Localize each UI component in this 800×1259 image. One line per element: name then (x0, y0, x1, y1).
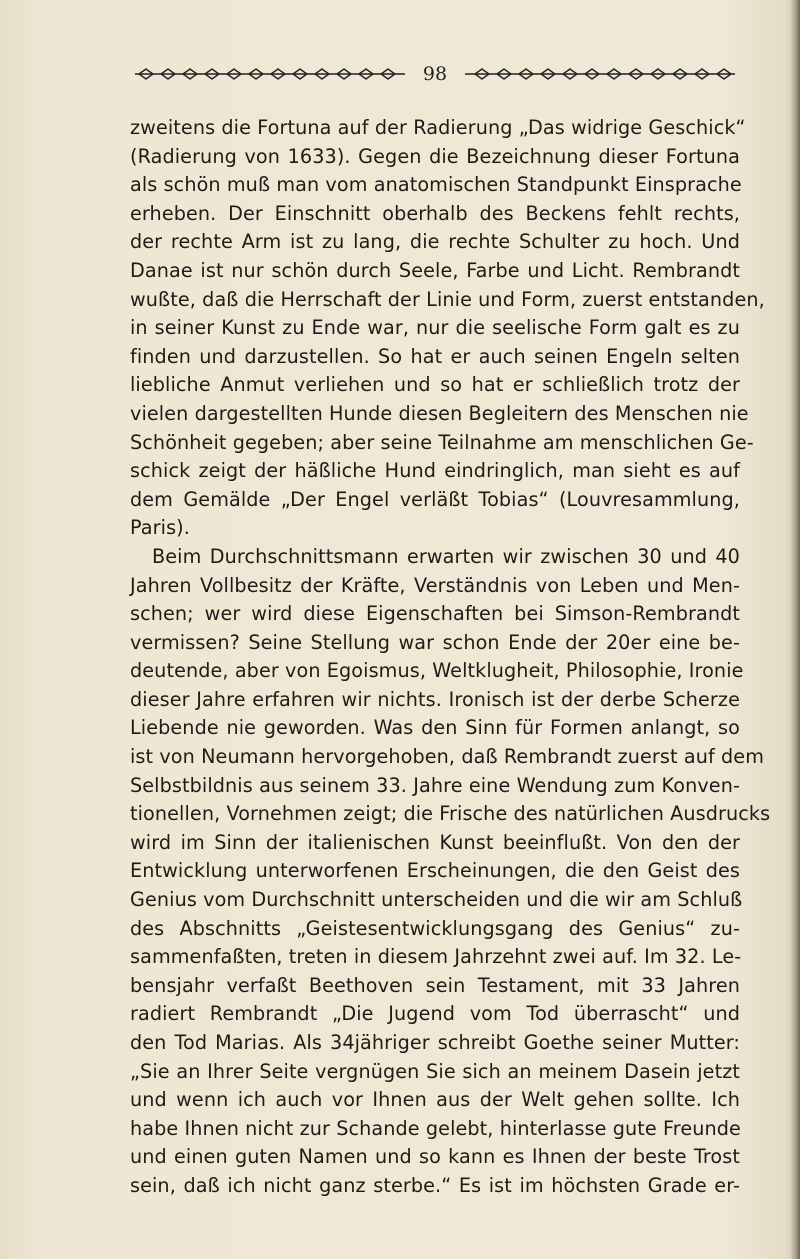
left-diamond-chain-icon (135, 67, 405, 81)
text-line: schick zeigt der häßliche Hund eindringlich, man sieht es auf (130, 459, 740, 483)
text-line: Jahren Vollbesitz der Kräfte, Verständnis von Leben und Men- (130, 573, 740, 597)
text-line: dieser Jahre erfahren wir nichts. Ironisch ist der derbe Scherze (130, 687, 740, 711)
text-line: Selbstbildnis aus seinem 33. Jahre eine Wendung zum Konven- (130, 773, 740, 797)
body-text (130, 114, 771, 1201)
text-line: Genius vom Durchschnitt unterscheiden und die wir am Schluß (130, 888, 743, 912)
text-line: Danae ist nur schön durch Seele, Farbe und Licht. Rembrandt (130, 258, 740, 282)
text-line: (Radierung von 1633). Gegen die Bezeichnung dieser Fortuna (130, 144, 740, 168)
text-line: dem Gemälde „Der Engel verläßt Tobias“ (Louvresammlung, (130, 487, 740, 511)
text-line: radiert Rembrandt „Die Jugend vom Tod überrascht“ und (130, 1002, 740, 1026)
text-line: erheben. Der Einschnitt oberhalb des Beckens fehlt rechts, (130, 201, 740, 225)
text-line: den Tod Marias. Als 34jähriger schreibt Goethe seiner Mutter: (130, 1031, 740, 1054)
text-line: Beim Durchschnittsmann erwarten wir zwischen 30 und 40 (152, 544, 740, 568)
text-line: vielen dargestellten Hunde diesen Begleitern des Menschen nie (130, 401, 749, 425)
text-line: Liebende nie geworden. Was den Sinn für Formen anlangt, so (130, 716, 740, 740)
text-line: als schön muß man vom anatomischen Standpunkt Einsprache (130, 173, 742, 197)
text-line: liebliche Anmut verliehen und so hat er schließlich trotz der (130, 373, 740, 397)
page-header (130, 62, 740, 86)
text-line: habe Ihnen nicht zur Schande gelebt, hinterlasse gute Freunde (130, 1116, 741, 1140)
text-line: Entwicklung unterworfenen Erscheinungen, die den Geist des (130, 859, 740, 883)
paragraph-2 (130, 543, 771, 1201)
text-line: wird im Sinn der italienischen Kunst beeinflußt. Von den der (130, 830, 740, 854)
text-line: des Abschnitts „Geistesentwicklungsgang des Genius“ zu- (130, 916, 740, 940)
text-line: ist von Neumann hervorgehoben, daß Rembrandt zuerst auf dem (130, 745, 764, 769)
right-diamond-chain-icon (465, 67, 735, 81)
text-line: Paris). (130, 516, 190, 540)
text-line: deutende, aber von Egoismus, Weltklugheit, Philosophie, Ironie (130, 659, 744, 683)
text-line: finden und darzustellen. So hat er auch seinen Engeln selten (130, 344, 740, 368)
text-line: „Sie an Ihrer Seite vergnügen Sie sich an meinem Dasein jetzt (130, 1059, 740, 1083)
text-line: bensjahr verfaßt Beethoven sein Testament, mit 33 Jahren (130, 973, 740, 997)
text-line: und wenn ich auch vor Ihnen aus der Welt gehen sollte. Ich (130, 1088, 740, 1112)
text-line: Schönheit gegeben; aber seine Teilnahme am menschlichen Ge- (130, 430, 754, 454)
text-line: der rechte Arm ist zu lang, die rechte Schulter zu hoch. Und (130, 230, 740, 254)
page-number: 98 (422, 63, 448, 85)
page-edge-shadow (790, 0, 800, 1259)
text-line: wußte, daß die Herrschaft der Linie und Form, zuerst entstanden, (130, 287, 765, 311)
text-line: und einen guten Namen und so kann es Ihnen der beste Trost (130, 1145, 740, 1169)
text-line: tionellen, Vornehmen zeigt; die Frische des natürlichen Ausdrucks (130, 802, 771, 826)
text-line: vermissen? Seine Stellung war schon Ende der 20er eine be- (130, 630, 740, 654)
text-line: in seiner Kunst zu Ende war, nur die seelische Form galt es zu (130, 316, 740, 340)
paragraph-1 (130, 114, 765, 543)
text-line: schen; wer wird diese Eigenschaften bei Simson-Rembrandt (130, 602, 740, 626)
text-line: zweitens die Fortuna auf der Radierung „Das widrige Geschick“ (130, 116, 746, 139)
text-line: sammenfaßten, treten in diesem Jahrzehnt zwei auf. Im 32. Le- (130, 945, 742, 969)
text-line: sein, daß ich nicht ganz sterbe.“ Es ist im höchsten Grade er- (130, 1173, 740, 1197)
